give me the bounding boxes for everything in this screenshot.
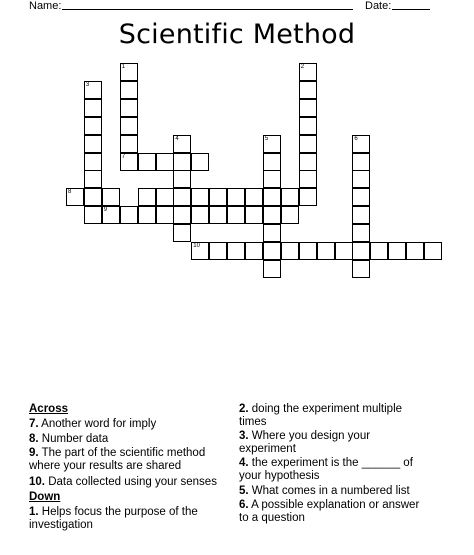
- clue-down-1-cont: [29, 519, 93, 532]
- name-label: Name:: [29, 0, 62, 12]
- date-label: Date:: [365, 0, 392, 12]
- clue-down-4-cont: [239, 470, 320, 483]
- clue-text: times: [239, 416, 267, 428]
- clue-text: doing the experiment multiple: [248, 403, 403, 415]
- clue-text: Helps focus the purpose of the: [38, 506, 198, 518]
- clue-text: experiment: [239, 443, 296, 455]
- clue-number: 1.: [29, 506, 39, 518]
- clue-across-9-cont: [29, 460, 181, 473]
- clue-down-6-cont: [239, 512, 305, 525]
- clue-text: Where you design your: [248, 430, 371, 442]
- page-title: Scientific Method: [118, 19, 356, 50]
- clue-down-3: [239, 430, 370, 443]
- clue-number: 6.: [239, 499, 249, 511]
- clue-text: your hypothesis: [239, 470, 320, 482]
- cell-number: 7: [121, 153, 126, 160]
- cell-number: 4: [175, 135, 179, 142]
- cell-number: 9: [103, 207, 108, 214]
- clue-down-2-cont: [239, 416, 266, 429]
- clue-down-1: [29, 506, 198, 519]
- across-heading: Across: [29, 403, 68, 415]
- clue-down-6: [239, 499, 419, 512]
- clue-down-4: [239, 457, 413, 470]
- clue-number: 8.: [29, 433, 39, 445]
- clue-text: What comes in a numbered list: [248, 485, 410, 497]
- clue-across-10: [29, 476, 217, 489]
- clue-text: investigation: [29, 519, 93, 531]
- clue-number: 7.: [29, 418, 39, 430]
- clue-text: Another word for imply: [38, 418, 157, 430]
- cell-number: 8: [68, 189, 72, 196]
- clue-text: Data collected using your senses: [45, 476, 217, 488]
- down-heading: Down: [29, 491, 61, 503]
- clue-number: 3.: [239, 430, 249, 442]
- cell-number: 6: [354, 135, 358, 142]
- cell-number: 1: [121, 64, 126, 70]
- clue-across-8: [29, 433, 108, 446]
- clue-number: 10.: [29, 476, 45, 488]
- cell-number: 3: [85, 81, 90, 88]
- clue-across-7: [29, 418, 156, 431]
- clue-number: 4.: [239, 457, 249, 469]
- cell-number: 5: [264, 135, 269, 142]
- clue-down-2: [239, 403, 402, 416]
- clue-across-9: [29, 447, 205, 460]
- clue-down-5: [239, 485, 410, 498]
- clue-number: 5.: [239, 485, 249, 497]
- cell-number: 2: [300, 64, 305, 70]
- clue-text: A possible explanation or answer: [248, 499, 420, 511]
- clue-down-3-cont: [239, 443, 296, 456]
- cell-number: 10: [193, 243, 200, 249]
- clue-text: to a question: [239, 512, 305, 524]
- clue-number: 2.: [239, 403, 249, 415]
- clue-text: the experiment is the ______ of: [248, 457, 413, 469]
- clue-text: where your results are shared: [29, 460, 182, 472]
- clue-number: 9.: [29, 447, 39, 459]
- clue-text: Number data: [38, 433, 109, 445]
- clue-text: The part of the scientific method: [38, 447, 206, 459]
